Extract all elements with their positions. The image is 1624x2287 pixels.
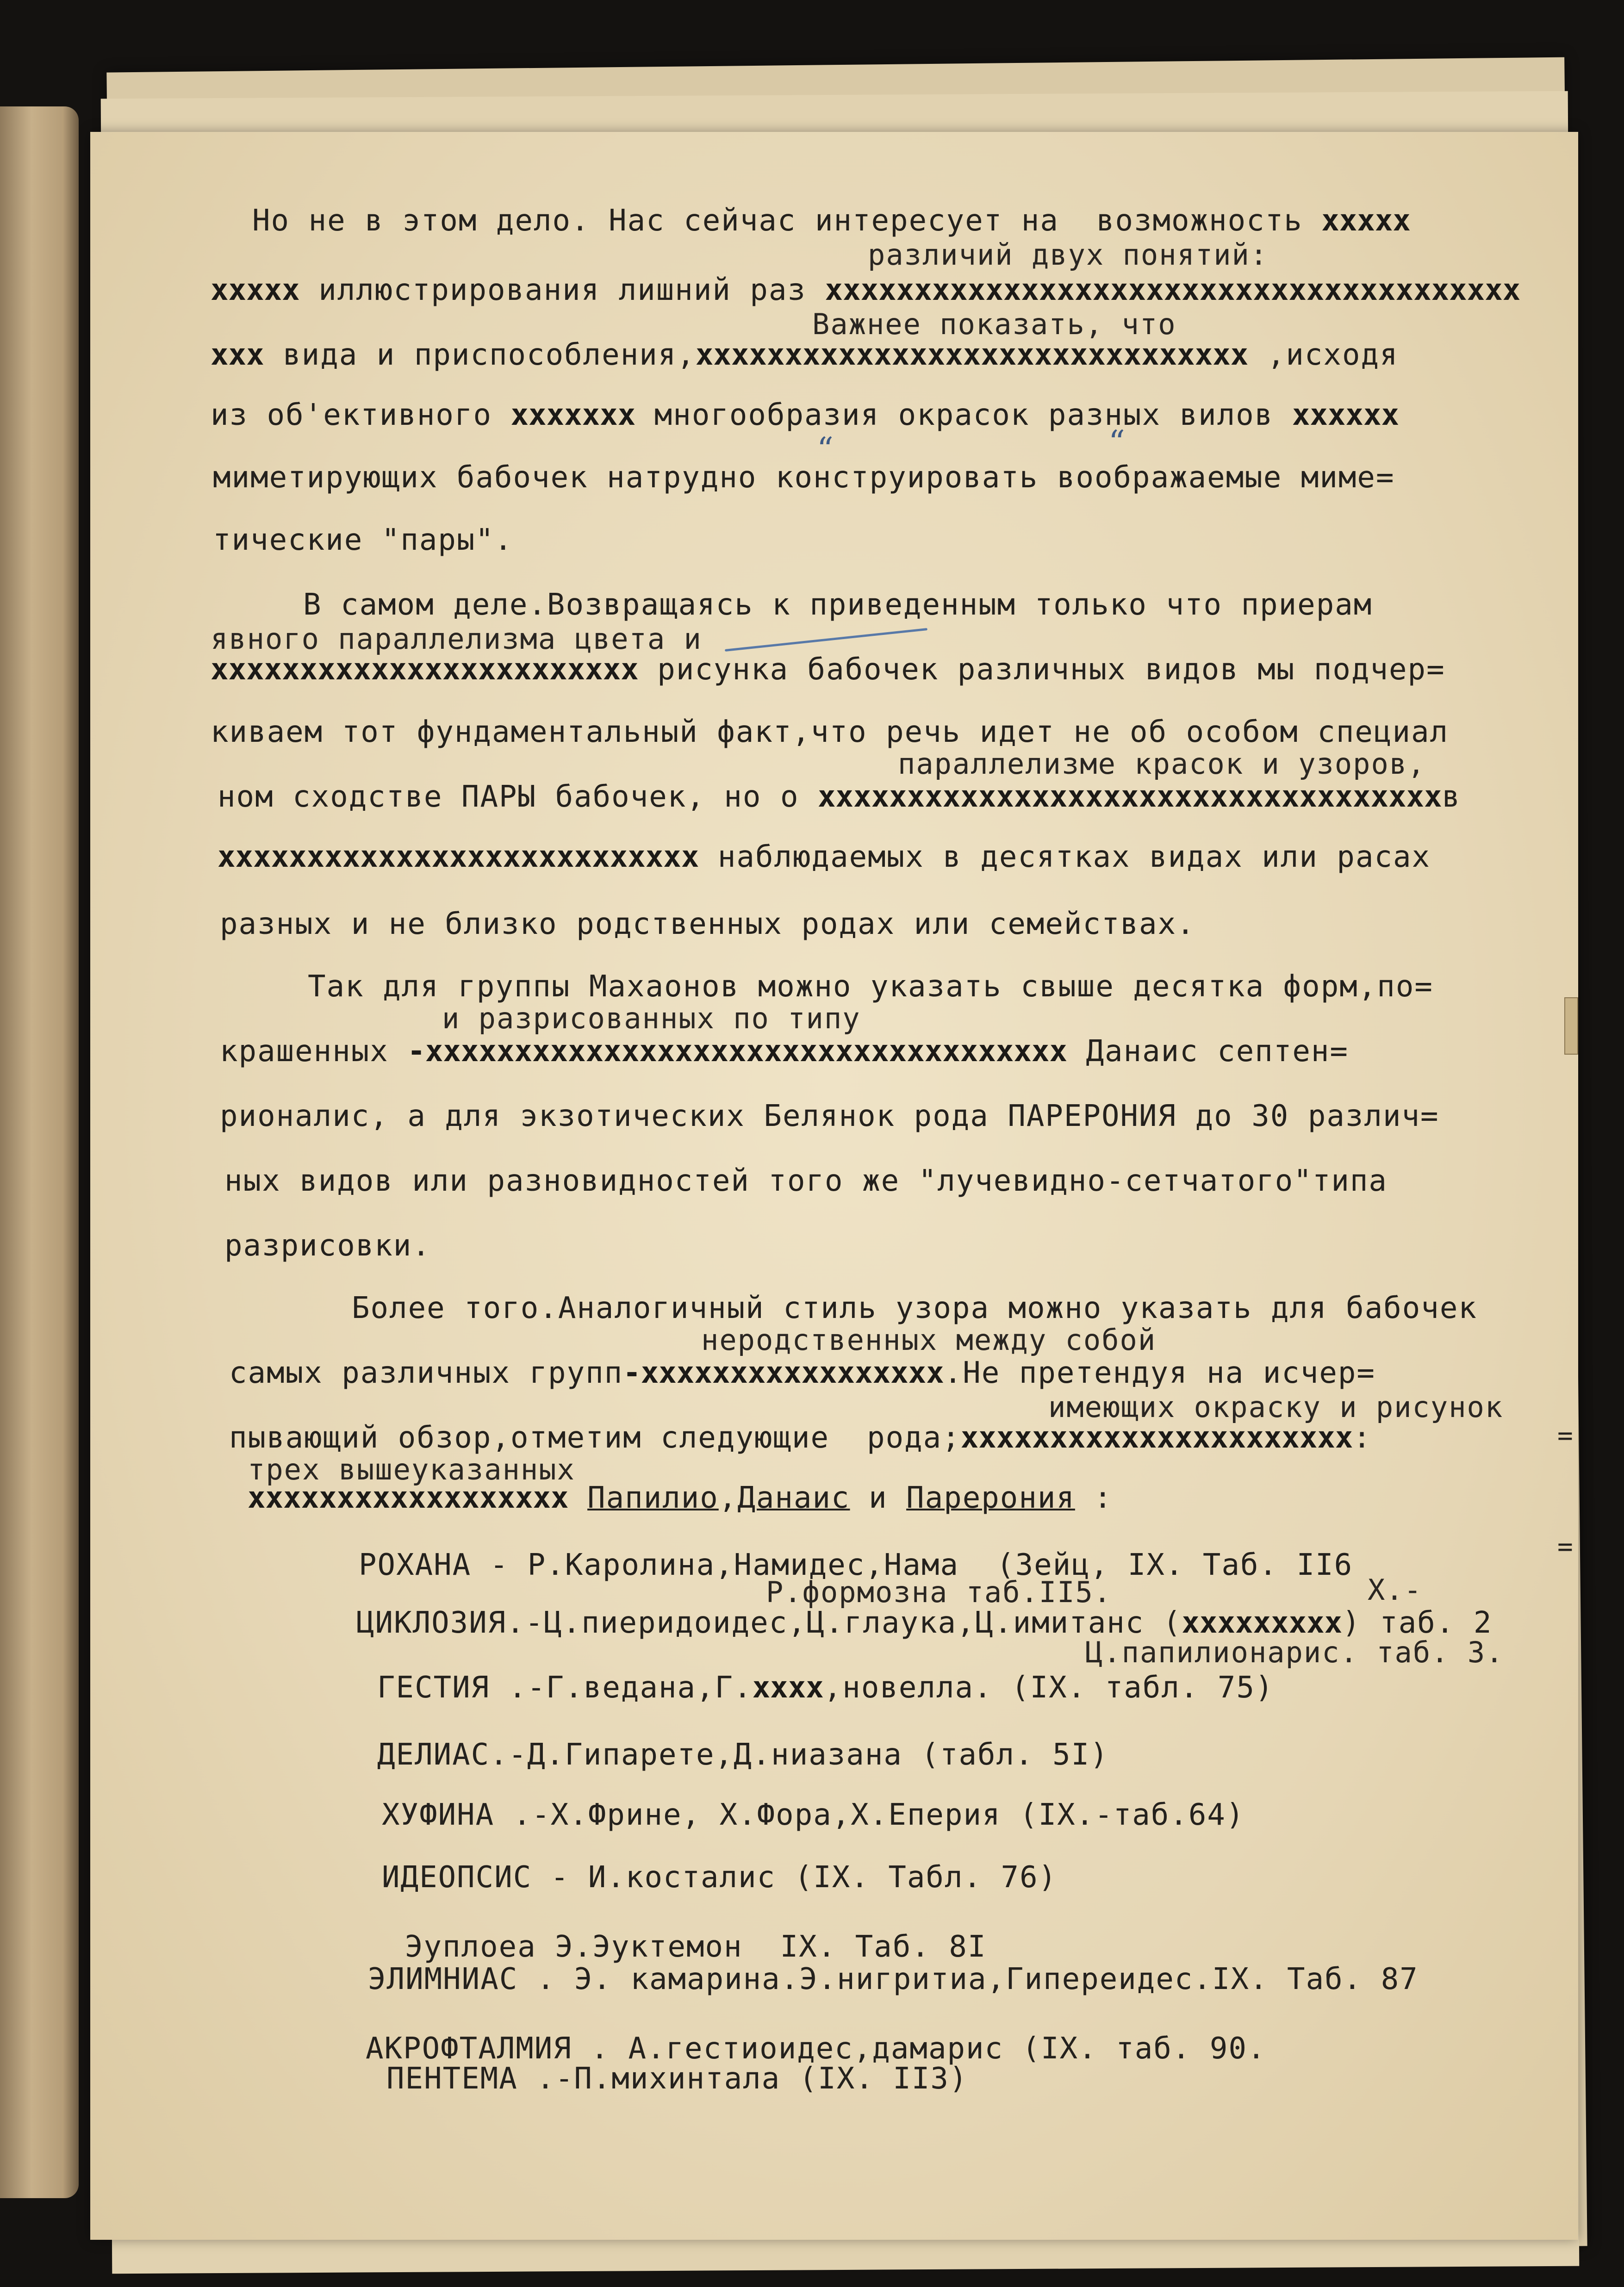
list-item: Эуплоеа Э.Эуктемон IX. Таб. 8I [405,1930,987,1964]
list-item: ГЕСТИЯ .-Г.ведана,Г.xxxx,новелла. (IX. табл. 75) [377,1671,1274,1705]
inserted-text: Х.- [1368,1573,1422,1607]
pencil-stroke [725,628,927,652]
page-tab [1564,997,1578,1055]
strikeout: xxxxxxxxxxxxxxxxxxxxxxxxxxxxxxxxxxx [818,780,1442,814]
pencil-mark: “ [817,430,834,468]
strikeout: xxx [211,338,264,372]
text-line: Но не в этом дело. Нас сейчас интересует на возможность xxxxx [252,204,1411,238]
text-line: киваем тот фундаментальный факт,что речь идет не об особом специал [211,715,1449,749]
strikeout: xxxxxxx [510,398,636,432]
list-item: ЦИКЛОЗИЯ.-Ц.пиеридоидес,Ц.глаука,Ц.имитанс (xxxxxxxxx) таб. 2 [356,1606,1493,1640]
text-line: из об'ективного xxxxxxx многообразия окрасок разных вилов xxxxxx [211,398,1399,432]
strikeout: xxxxxxxxxxxxxxxxxx [248,1481,569,1515]
strikeout: -xxxxxxxxxxxxxxxxxxxxxxxxxxxxxxxxxxxx [407,1034,1067,1069]
margin-mark: = [1557,1421,1574,1451]
inserted-text: неродственных между собой [701,1323,1157,1357]
strikeout: xxxxxxxxxxxxxxxxxxxxxxxx [211,653,639,687]
text-line: рионалис, а для экзотических Белянок рода ПАРЕРОНИЯ до 30 различ= [220,1099,1439,1133]
text-line: разных и не близко родственных родах или семействах. [220,907,1195,941]
text-line: xxxxxxxxxxxxxxxxxx Папилио,Данаис и Парерония : [248,1481,1113,1515]
margin-mark: = [1557,1532,1574,1562]
inserted-text: трех вышеуказанных [248,1453,575,1486]
text-line: ных видов или разновидностей того же "лучевидно-сетчатого"типа [224,1164,1388,1198]
strikeout: xxxxxx [1292,398,1399,432]
list-item: ЭЛИМНИАС . Э. камарина.Э.нигритиа,Гипереидес.IX. Таб. 87 [368,1962,1419,1996]
text-line: ном сходстве ПАРЫ бабочек, но о xxxxxxxxxxxxxxxxxxxxxxxxxxxxxxxxxxxв [218,780,1461,814]
text-line: xxxxxxxxxxxxxxxxxxxxxxxx рисунка бабочек различных видов мы подчер= [211,653,1445,687]
inserted-text: явного параллелизма цвета и [211,622,702,656]
strikeout: xxxxxxxxxxxxxxxxxxxxxxxxxxx [218,840,699,874]
text-line: крашенных -xxxxxxxxxxxxxxxxxxxxxxxxxxxxxxxxxxxx Данаис септен= [220,1034,1349,1069]
list-item: АКРОФТАЛМИЯ . А.гестиоидес,дамарис (IX. таб. 90. [366,2032,1266,2066]
strikeout: xxxxxxxxxxxxxxxxxxxxxxxxxxxxxxx [695,338,1249,372]
strikeout: xxxxx [211,273,300,307]
strikeout: xxxxxxxxxxxxxxxxxxxxxx [960,1421,1353,1455]
inserted-text: и разрисованных по типу [442,1001,861,1035]
text-line: Более того.Аналогичный стиль узора можно указать для бабочек [352,1291,1477,1325]
inserted-text: параллелизме красок и узоров, [898,747,1426,781]
text-line: самых различных групп-xxxxxxxxxxxxxxxxx.Не претендуя на исчер= [229,1356,1375,1390]
strikeout: xxxx [752,1671,824,1705]
list-item: ХУФИНА .-Х.Фрине, Х.Фора,Х.Еперия (IX.-таб.64) [382,1798,1245,1832]
strikeout: -xxxxxxxxxxxxxxxxx [623,1356,944,1390]
text-line: xxxxx иллюстрирования лишний раз xxxxxxxxxxxxxxxxxxxxxxxxxxxxxxxxxxxxxxx [211,273,1521,307]
strikeout: xxxxx [1321,204,1411,238]
text-line: В самом деле.Возвращаясь к приведенным только что приерам [303,588,1373,622]
strikeout: xxxxxxxxxxxxxxxxxxxxxxxxxxxxxxxxxxxxxxx [825,273,1521,307]
text-line: Так для группы Махаонов можно указать свыше десятка форм,по= [308,969,1433,1004]
typed-page [90,132,1578,2240]
list-item: ПЕНТЕМА .-П.михинтала (IX. II3) [386,2062,968,2096]
strikeout: xxxxxxxxx [1182,1606,1343,1640]
pencil-mark: “ [1108,423,1125,461]
text-line: миметирующих бабочек натрудно конструировать воображаемые миме= [213,460,1395,495]
binder-edge [0,106,79,2198]
inserted-text: Ц.папилионарис. таб. 3. [1085,1635,1504,1669]
text-line: пывающий обзор,отметим следующие рода;xxxxxxxxxxxxxxxxxxxxxx: [229,1421,1372,1455]
list-item: ДЕЛИАС.-Д.Гипарете,Д.ниазана (табл. 5I) [377,1738,1109,1772]
inserted-text: различий двух понятий: [868,238,1269,272]
text-line: xxx вида и приспособления,xxxxxxxxxxxxxxxxxxxxxxxxxxxxxxx ,исходя [211,338,1399,372]
text-line: тические "пары". [213,523,513,557]
inserted-text: Р.формозна таб.II5. [766,1575,1112,1609]
list-item: РОХАНА - Р.Каролина,Намидес,Нама (Зейц, IX. Таб. II6 [359,1548,1353,1582]
inserted-text: имеющих окраску и рисунок [1048,1390,1504,1424]
inserted-text: Важнее показать, что [812,307,1176,341]
text-line: разрисовки. [224,1229,431,1263]
list-item: ИДЕОПСИС - И.косталис (IX. Табл. 76) [382,1860,1058,1895]
text-line: xxxxxxxxxxxxxxxxxxxxxxxxxxx наблюдаемых в десятках видах или расах [218,840,1431,874]
